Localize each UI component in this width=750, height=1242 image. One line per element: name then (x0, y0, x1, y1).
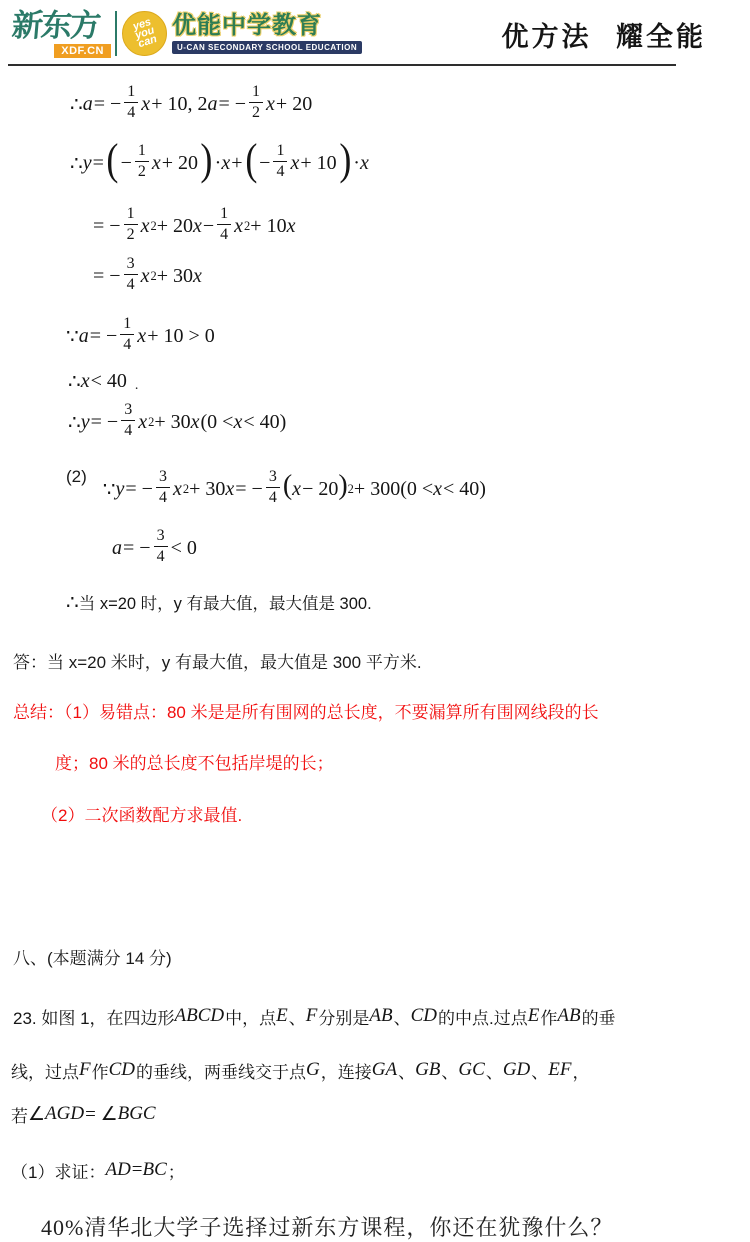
equation-y-expansion: ∴ y = ( − $\frac{1}{2}$ x + 20 ) · x + ( − $\frac{1}{4}$ x + 10 ) · x (70, 135, 369, 185)
equation-vertex-form: ∵ y = − $\frac{3}{4}$ x 2 + 30 x = − $\frac{3}{4}$ ( x − 20 ) 2 + 300(0 < x < 40) (102, 467, 486, 506)
footer-slogan: 40%清华北大学子选择过新东方课程，你还在犹豫什么？ (41, 1215, 614, 1240)
section-heading: 八、(本题满分 14 分) (13, 949, 172, 968)
equation-step-expand: = − $\frac{1}{2}$ x 2 + 20 x − $\frac{1}{4}$ x 2 + 10 x (93, 204, 296, 243)
page-header (0, 0, 750, 58)
ucan-title: 优能中学教育 (172, 11, 322, 39)
xdf-logo (12, 9, 109, 57)
brand-logo (12, 9, 362, 57)
problem-line-2: 线，过点 F 作 CD 的垂线，两垂线交于点 G ，连接 GA 、 GB 、 GC 、 GD 、 EF ， (11, 1059, 590, 1082)
yes-you-can-badge-icon (122, 11, 167, 56)
summary-line-1: 总结：（1）易错点：80 米是是所有围网的总长度，不要漏算所有围网线段的长 (13, 703, 599, 722)
header-slogan: 优方法 耀全能 (501, 22, 706, 52)
conclusion-line: ∴ 当 x=20 时，y 有最大值，最大值是 300. (66, 591, 372, 614)
xdf-url-label: XDF.CN (54, 44, 111, 58)
ucan-subtitle-banner: U-CAN SECONDARY SCHOOL EDUCATION (172, 41, 362, 54)
equation-a-definition: ∴ a = − $\frac{1}{4}$ x + 10, 2 a = − $\frac{1}{2}$ x + 20 (70, 82, 313, 121)
equation-a-negative: a = − $\frac{3}{4}$ < 0 (112, 526, 197, 565)
problem-line-3: 若 ∠ AGD = ∠ BGC (11, 1103, 156, 1126)
part2-label: (2) (66, 467, 87, 486)
equation-y-final: ∴ y = − $\frac{3}{4}$ x 2 + 30 x (0 < x < 40) (68, 400, 287, 439)
part2-row (66, 465, 750, 513)
logo-divider (115, 11, 117, 56)
equation-step-simplify: = − $\frac{3}{4}$ x 2 + 30 x (93, 254, 202, 293)
equation-condition-a: ∵ a = − $\frac{1}{4}$ x + 10 > 0 (66, 314, 215, 353)
summary-line-3: （2）二次函数配方求最值. (41, 806, 243, 825)
answer-line: 答：当 x=20 米时，y 有最大值，最大值是 300 平方米. (13, 653, 422, 672)
summary-line-2: 度；80 米的总长度不包括岸堤的长； (55, 754, 334, 773)
problem-line-1: 23. 如图 1，在四边形 ABCD 中，点 E 、 F 分别是 AB 、 CD 的中点.过点 E 作 AB 的垂 (13, 1005, 616, 1028)
solution-content (0, 81, 750, 1185)
badge-text: yes you can (130, 15, 159, 50)
header-rule (8, 64, 676, 66)
problem-question-1: （1）求证： AD = BC ； (11, 1159, 185, 1182)
xdf-logo-text: 新东方 (10, 8, 101, 43)
equation-x-bound: ∴ x < 40 . (68, 369, 139, 393)
ucan-logo (172, 13, 362, 54)
